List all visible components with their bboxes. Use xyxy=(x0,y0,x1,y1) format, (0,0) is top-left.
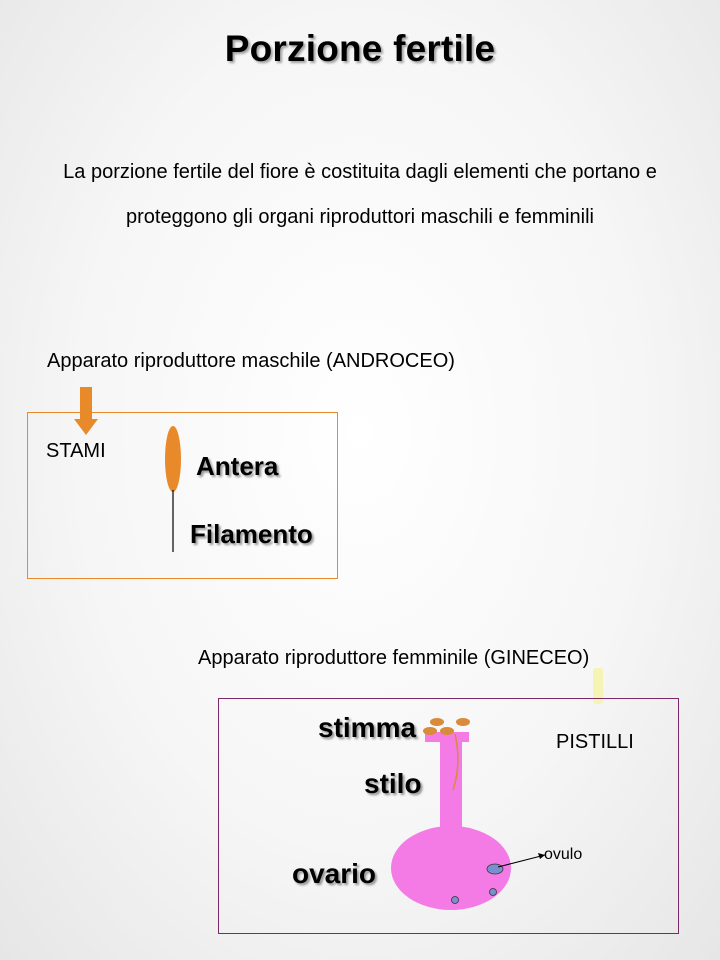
stami-label: STAMI xyxy=(46,440,106,462)
ovario-label: ovario xyxy=(292,858,377,889)
filamento-label: Filamento xyxy=(190,519,313,549)
ovulo-label: ovulo xyxy=(544,846,583,863)
intro-paragraph: La porzione fertile del fiore è costituita dagli elementi che portano e proteggono gli organi riproduttori maschili e femminili xyxy=(63,161,657,228)
female-heading: Apparato riproduttore femminile (GINECEO) xyxy=(198,647,590,669)
male-heading: Apparato riproduttore maschile (ANDROCEO) xyxy=(47,350,455,372)
page-title: Porzione fertile xyxy=(224,28,496,69)
stilo-shape xyxy=(440,740,462,832)
stimma-label: stimma xyxy=(318,712,417,743)
pistilli-label: PISTILLI xyxy=(556,731,634,753)
ovulo-shape xyxy=(487,864,503,874)
antera-shape xyxy=(165,426,181,492)
antera-label: Antera xyxy=(196,451,279,481)
stilo-label: stilo xyxy=(364,768,422,799)
stamen-illustration xyxy=(160,424,190,554)
